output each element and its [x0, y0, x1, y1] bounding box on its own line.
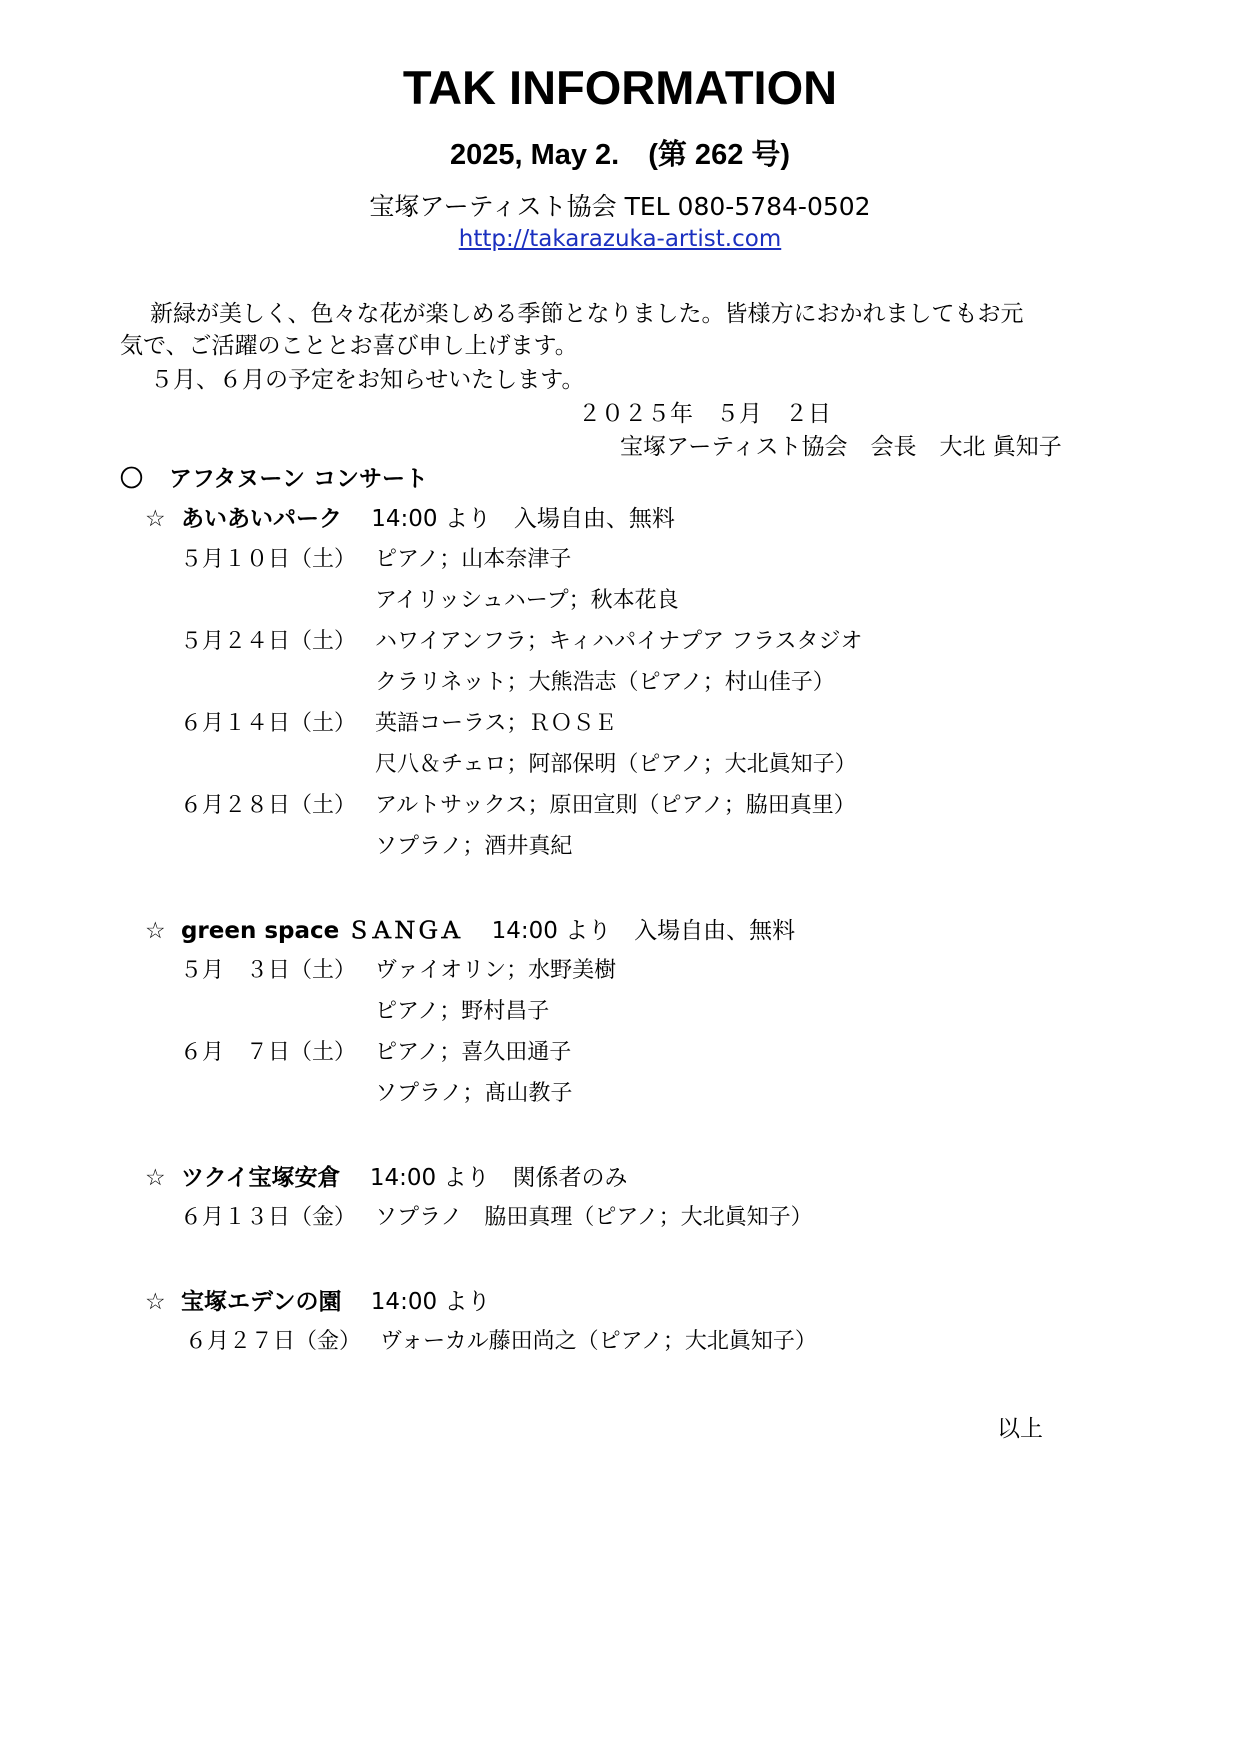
schedule-performer: ピアノ；喜久田通子 — [375, 1040, 572, 1065]
schedule-performer: ピアノ；野村昌子 — [375, 999, 550, 1024]
star-icon: ☆ — [145, 506, 166, 532]
schedule-performer: アルトサックス；原田宣則（ピアノ；脇田真里） — [375, 793, 856, 818]
venue-name: ツクイ宝塚安倉 — [180, 1165, 341, 1191]
schedule-performer: ヴォーカル藤田尚之（ピアノ；大北眞知子） — [380, 1329, 817, 1354]
venue-heading — [145, 912, 795, 945]
schedule-date: ６月１４日（土） — [180, 711, 357, 736]
greeting-line-3: ５月、６月の予定をお知らせいたします。 — [150, 367, 585, 393]
venue-name: 宝塚エデンの園 — [180, 1289, 342, 1315]
section-title: アフタヌーン コンサート — [169, 466, 428, 492]
schedule-performer: 英語コーラス；ＲＯＳＥ — [375, 711, 617, 736]
greeting-line-2: 気で、ご活躍のこととお喜び申し上げます。 — [120, 333, 578, 359]
schedule-date: ６月１３日（金） — [180, 1205, 357, 1230]
schedule-date: ５月１０日（土） — [180, 547, 357, 572]
greeting-line-1: 新緑が美しく、色々な花が楽しめる季節となりました。皆様方におかれましてもお元 — [150, 301, 1024, 327]
schedule-date: ５月 ３日（土） — [180, 958, 357, 983]
venue-info: 14:00 より 入場自由、無料 — [491, 918, 796, 944]
schedule-date: ６月２７日（金） — [185, 1329, 362, 1354]
venue-heading — [145, 1159, 627, 1192]
venue-name: あいあいパーク — [180, 506, 342, 532]
closing-text: 以上 — [997, 1416, 1043, 1442]
venue-heading — [145, 1283, 490, 1316]
venue-heading — [145, 500, 675, 533]
website-link[interactable]: http://takarazuka-artist.com — [458, 226, 782, 252]
schedule-performer: ソプラノ 脇田真理（ピアノ；大北眞知子） — [375, 1205, 813, 1230]
schedule-performer: 尺八＆チェロ；阿部保明（ピアノ；大北眞知子） — [375, 752, 857, 777]
letter-date: ２０２５年 ５月 ２日 — [578, 401, 831, 427]
star-icon: ☆ — [145, 1165, 166, 1191]
section-heading — [120, 460, 428, 493]
schedule-performer: クラリネット；大熊浩志（ピアノ；村山佳子） — [375, 670, 835, 695]
schedule-performer: ソプラノ；酒井真紀 — [375, 834, 573, 859]
schedule-performer: ソプラノ；髙山教子 — [375, 1081, 573, 1106]
website-line — [0, 226, 1240, 252]
star-icon: ☆ — [145, 1289, 166, 1315]
venue-info: 14:00 より 入場自由、無料 — [371, 506, 675, 532]
schedule-date: ５月２４日（土） — [180, 629, 357, 654]
schedule-performer: ヴァイオリン；水野美樹 — [375, 958, 617, 983]
issue-date: 2025, May 2. (第 262 号) — [449, 139, 791, 171]
section-mark: 〇 — [120, 466, 143, 492]
schedule-performer: ピアノ；山本奈津子 — [375, 547, 572, 572]
venue-name: green space ＳＡＮＧＡ — [180, 918, 463, 944]
organization-contact: 宝塚アーティスト協会 TEL 080-5784-0502 — [369, 192, 871, 221]
venue-info: 14:00 より — [370, 1289, 491, 1315]
star-icon: ☆ — [145, 918, 166, 944]
page-title: TAK INFORMATION — [402, 61, 838, 114]
schedule-date: ６月２８日（土） — [180, 793, 357, 818]
schedule-date: ６月 ７日（土） — [180, 1040, 357, 1065]
schedule-performer: ハワイアンフラ；キィハパイナプア フラスタジオ — [375, 629, 863, 654]
venue-info: 14:00 より 関係者のみ — [369, 1165, 628, 1191]
signature: 宝塚アーティスト協会 会長 大北 眞知子 — [620, 434, 1062, 460]
schedule-performer: アイリッシュハープ；秋本花良 — [375, 588, 679, 613]
